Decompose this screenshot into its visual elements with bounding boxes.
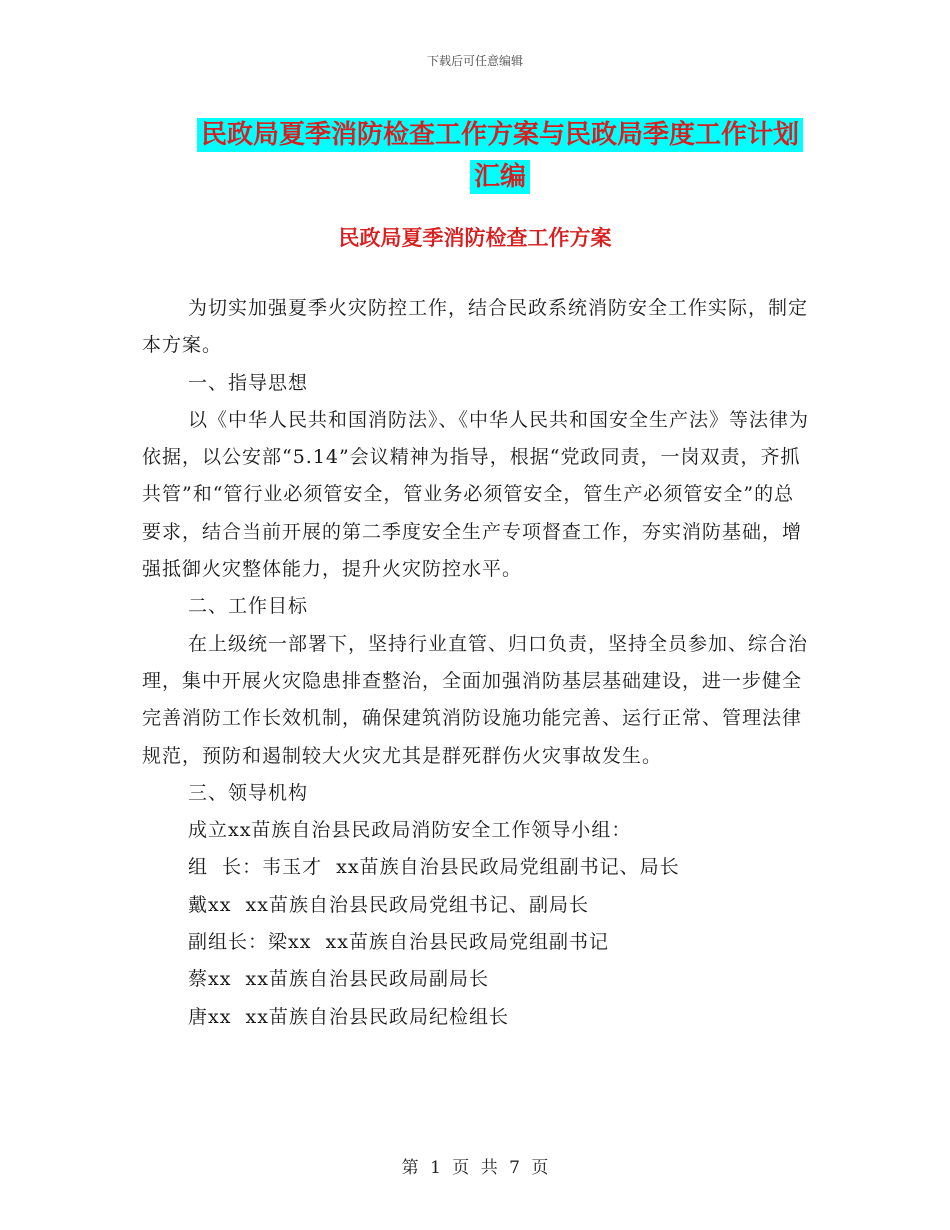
paragraph-intro: 为切实加强夏季火灾防控工作，结合民政系统消防安全工作实际，制定本方案。: [142, 297, 809, 357]
leader-entry: 组 长：韦玉才 xx苗族自治县民政局党组副书记、局长: [188, 856, 680, 879]
title-highlight-2: 汇编: [470, 160, 530, 194]
page-header-note: 下载后可任意编辑: [426, 54, 523, 68]
heading-leadership: 三、领导机构: [188, 781, 309, 804]
paragraph-leadership-intro: 成立xx苗族自治县民政局消防安全工作领导小组：: [188, 819, 632, 842]
page-footer: 第 1 页 共 7 页: [401, 1158, 549, 1178]
title-highlight-1: 民政局夏季消防检查工作方案与民政局季度工作计划: [197, 118, 803, 152]
document-body: [142, 290, 810, 1036]
leader-entry: 蔡xx xx苗族自治县民政局副局长: [188, 968, 489, 991]
leader-entry: 戴xx xx苗族自治县民政局党组书记、副局长: [188, 893, 589, 916]
document-title-line-2: [120, 156, 880, 193]
heading-guiding-ideology: 一、指导思想: [188, 371, 309, 394]
paragraph-work-goals: 在上级统一部署下，坚持行业直管、归口负责，坚持全员参加、综合治理，集中开展火灾隐患排查整治，全面加强消防基层基础建设，进一步健全完善消防工作长效机制，确保建筑消防设施功能完善、运行正常、管理法律规范，预防和遏制较大火灾尤其是群死群伤火灾事故发生。: [142, 632, 809, 767]
heading-work-goals: 二、工作目标: [188, 595, 309, 618]
document-title-line-1: [120, 114, 880, 151]
leader-entry: 唐xx xx苗族自治县民政局纪检组长: [188, 1005, 509, 1028]
section-title: 民政局夏季消防检查工作方案: [338, 226, 612, 250]
leader-entry: 副组长：梁xx xx苗族自治县民政局党组副书记: [188, 931, 609, 954]
paragraph-guiding-ideology: 以《中华人民共和国消防法》、《中华人民共和国安全生产法》等法律为依据，以公安部“5.14”会议精神为指导，根据“党政同责，一岗双责，齐抓共管”和“管行业必须管安全，管业务必须管安全，管生产必须管安全”的总要求，结合当前开展的第二季度安全生产专项督查工作，夯实消防基础，增强抵御火灾整体能力，提升火灾防控水平。: [142, 408, 810, 581]
